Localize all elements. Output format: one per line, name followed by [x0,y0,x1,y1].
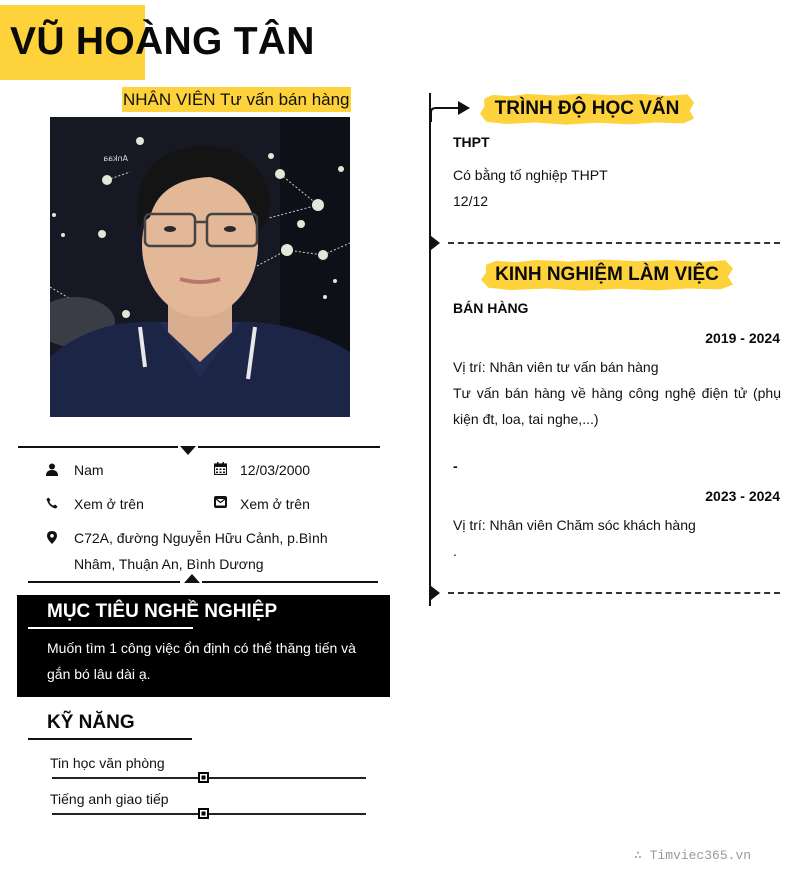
gender-value: Nam [74,462,104,478]
objective-title: MỤC TIÊU NGHỀ NGHIỆP [47,601,278,622]
experience-period: 2023 - 2024 [705,488,780,504]
skills-title: KỸ NĂNG [47,712,135,733]
objective-section [17,595,390,697]
experience-position: Vị trí: Nhân viên Chăm sóc khách hàng [453,517,696,533]
email-value: Xem ở trên [240,496,310,512]
skill-label: Tiếng anh giao tiếp [50,791,169,807]
experience-period: 2019 - 2024 [705,330,780,346]
address-line-1: C72A, đường Nguyễn Hữu Cảnh, p.Bình [74,530,328,546]
experience-company: BÁN HÀNG [453,300,529,316]
experience-description: Tư vấn bán hàng về hàng công nghệ điện tử (phụ [453,385,781,401]
map-marker-icon [45,530,59,544]
candidate-name: VŨ HOÀNG TÂN [10,20,315,63]
address-line-2: Nhâm, Thuận An, Bình Dương [74,556,264,572]
divider-line [202,581,378,583]
profile-photo [50,117,350,417]
objective-text [47,635,377,687]
experience-description-cont: kiện đt, loa, tai nghe,...) [453,411,599,427]
skill-level-knob [198,772,209,783]
experience-title: KINH NGHIỆM LÀM VIỆC [481,259,733,291]
skills-underline [28,738,192,740]
svg-text:Ankaa: Ankaa [103,154,128,163]
education-grade: 12/12 [453,193,489,209]
arrow-right-icon [430,100,474,124]
experience-description: . [453,543,457,559]
section-divider [448,242,780,244]
watermark: ∴ Timviec365.vn [634,848,752,863]
timeline-marker-icon [431,586,440,600]
objective-underline [28,627,193,629]
envelope-icon [213,495,227,509]
experience-company: - [453,458,458,474]
user-icon [45,462,59,476]
skill-level-knob [198,808,209,819]
skill-bar-track [52,777,366,779]
divider-line [198,446,380,448]
section-divider [448,592,780,594]
education-title: TRÌNH ĐỘ HỌC VẤN [480,93,694,125]
timeline-line [429,93,431,606]
avatar-illustration [50,117,350,417]
skill-label: Tin học văn phòng [50,755,165,771]
divider-line [28,581,180,583]
timeline-marker-icon [431,236,440,250]
skill-bar-track [52,813,366,815]
experience-position: Vị trí: Nhân viên tư vấn bán hàng [453,359,659,375]
divider-line [18,446,178,448]
birthday-value: 12/03/2000 [240,462,311,478]
education-description: Có bằng tố nghiệp THPT [453,167,608,183]
phone-icon [45,496,59,510]
job-title: NHÂN VIÊN Tư vấn bán hàng [122,87,351,112]
objective-line-1: Muốn tìm 1 công việc ổn định có thể thăng tiến và [47,640,356,656]
calendar-icon [213,461,227,475]
education-school: THPT [453,134,490,150]
triangle-down-icon [180,446,196,455]
phone-value: Xem ở trên [74,496,144,512]
triangle-up-icon [184,574,200,583]
objective-line-2: gắn bó lâu dài ạ. [47,666,151,682]
